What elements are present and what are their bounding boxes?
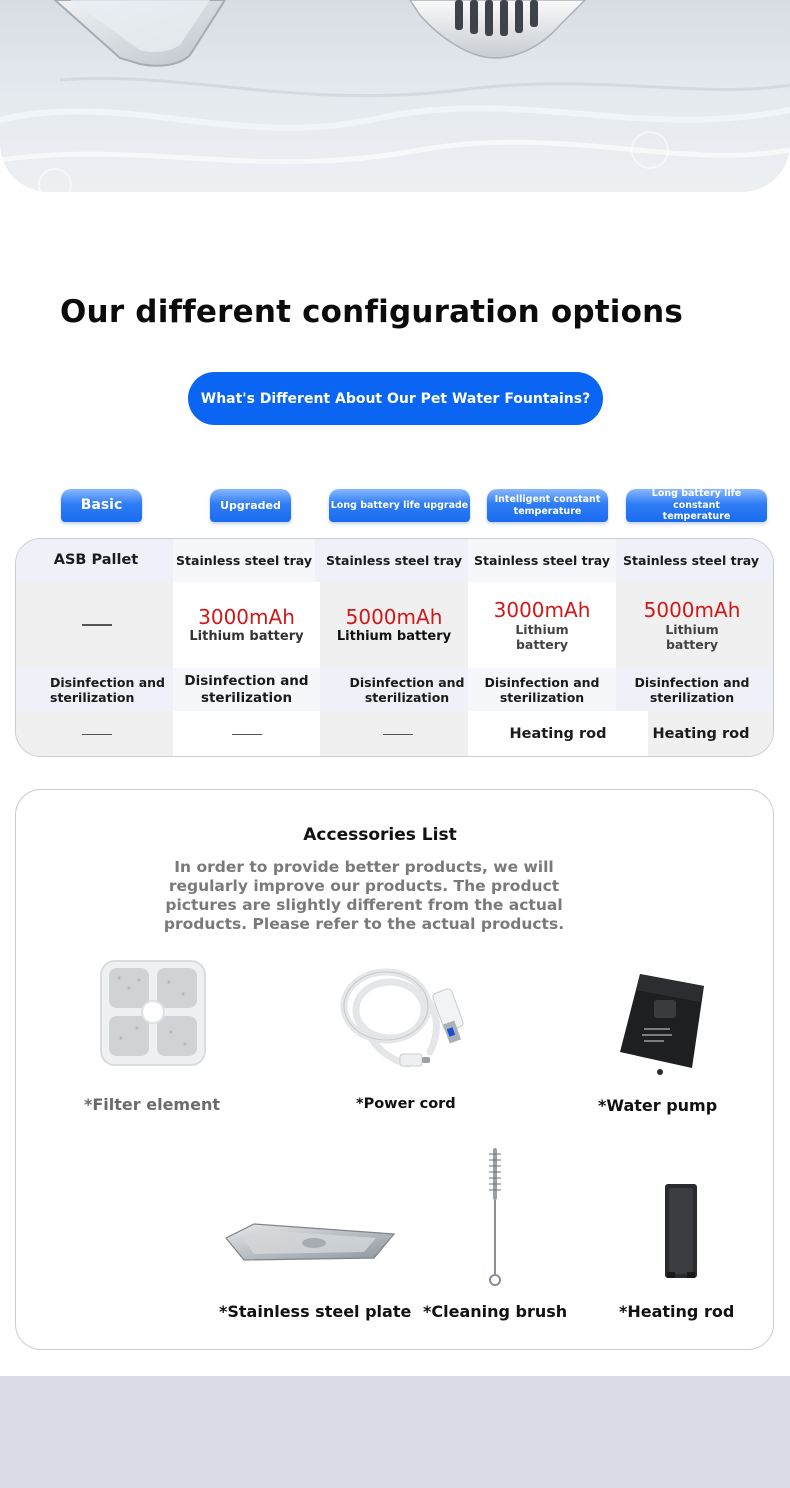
battery-type: Lithium battery xyxy=(515,622,569,652)
table-cell-tray-long-battery: Stainless steel tray xyxy=(326,553,462,568)
water-surface-illustration xyxy=(0,0,790,192)
filter-element-image xyxy=(97,958,209,1068)
table-cell-tray-basic: ASB Pallet xyxy=(53,551,139,568)
table-cell-heating-upgraded xyxy=(173,711,320,757)
not-included-dash xyxy=(383,734,413,736)
table-cell-heating-long-battery xyxy=(320,711,475,757)
not-included-dash xyxy=(232,734,262,736)
cleaning-brush-image xyxy=(484,1146,506,1288)
table-cell-disinfection-long-battery: Disinfection and sterilization xyxy=(349,674,465,705)
not-included-dash xyxy=(82,734,112,736)
battery-type: Lithium battery xyxy=(336,629,452,645)
tab-upgraded[interactable]: Upgraded xyxy=(210,489,291,522)
table-cell-battery-long-battery-temp xyxy=(616,582,768,668)
table-cell-battery-basic xyxy=(16,582,178,668)
whats-different-button[interactable]: What's Different About Our Pet Water Fountains? xyxy=(188,372,603,425)
battery-type: Lithium battery xyxy=(189,629,304,645)
table-cell-disinfection-long-battery-temp: Disinfection and sterilization xyxy=(634,674,750,705)
water-pump-image xyxy=(616,968,708,1076)
accessory-label-water-pump: *Water pump xyxy=(598,1096,718,1115)
battery-capacity: 5000mAh xyxy=(643,598,741,622)
battery-capacity: 3000mAh xyxy=(493,598,591,622)
table-cell-heating-basic xyxy=(16,711,178,757)
table-cell-battery-upgraded xyxy=(173,582,320,668)
hero-product-water-image xyxy=(0,0,790,192)
tab-long-battery-upgrade[interactable]: Long battery life upgrade xyxy=(329,489,470,522)
tab-long-battery-constant-temperature[interactable]: Long battery life constant temperature xyxy=(626,489,767,522)
heating-rod-image xyxy=(660,1182,702,1280)
accessory-label-filter: *Filter element xyxy=(84,1095,220,1114)
table-cell-tray-long-battery-temp: Stainless steel tray xyxy=(623,553,759,568)
accessory-label-steel-plate: *Stainless steel plate xyxy=(219,1302,412,1321)
not-included-dash xyxy=(82,624,112,626)
stainless-steel-plate-image xyxy=(224,1218,398,1264)
table-cell-disinfection-upgraded: Disinfection and sterilization xyxy=(173,668,320,711)
battery-capacity: 3000mAh xyxy=(198,605,295,630)
accessory-label-cleaning-brush: *Cleaning brush xyxy=(423,1302,568,1321)
power-cord-image xyxy=(338,962,473,1074)
accessory-label-heating-rod: *Heating rod xyxy=(619,1302,735,1321)
accessory-label-power-cord: *Power cord xyxy=(356,1096,456,1112)
table-cell-tray-constant-temp: Stainless steel tray xyxy=(468,539,616,582)
accessories-title: Accessories List xyxy=(303,825,457,845)
table-cell-disinfection-constant-temp: Disinfection and sterilization xyxy=(468,668,616,711)
tab-intelligent-constant-temperature[interactable]: Intelligent constant temperature xyxy=(487,489,608,522)
table-cell-heating-long-battery-temp: Heating rod xyxy=(652,725,750,742)
section-title: Our different configuration options xyxy=(60,294,683,330)
table-cell-heating-constant-temp: Heating rod xyxy=(468,711,648,757)
comparison-table xyxy=(15,538,774,757)
battery-type: Lithium battery xyxy=(665,622,719,652)
table-cell-disinfection-basic: Disinfection and sterilization xyxy=(50,674,165,705)
table-cell-battery-long-battery xyxy=(320,582,468,668)
table-cell-tray-upgraded: Stainless steel tray xyxy=(173,539,315,582)
footer-band xyxy=(0,1376,790,1488)
accessories-disclaimer: In order to provide better products, we will regularly improve our products. The product pictures are slightly different from the actual products. Please refer to the actual products. xyxy=(163,858,565,933)
battery-capacity: 5000mAh xyxy=(345,605,443,630)
tab-basic[interactable]: Basic xyxy=(61,489,142,522)
table-cell-battery-constant-temp xyxy=(468,582,616,668)
